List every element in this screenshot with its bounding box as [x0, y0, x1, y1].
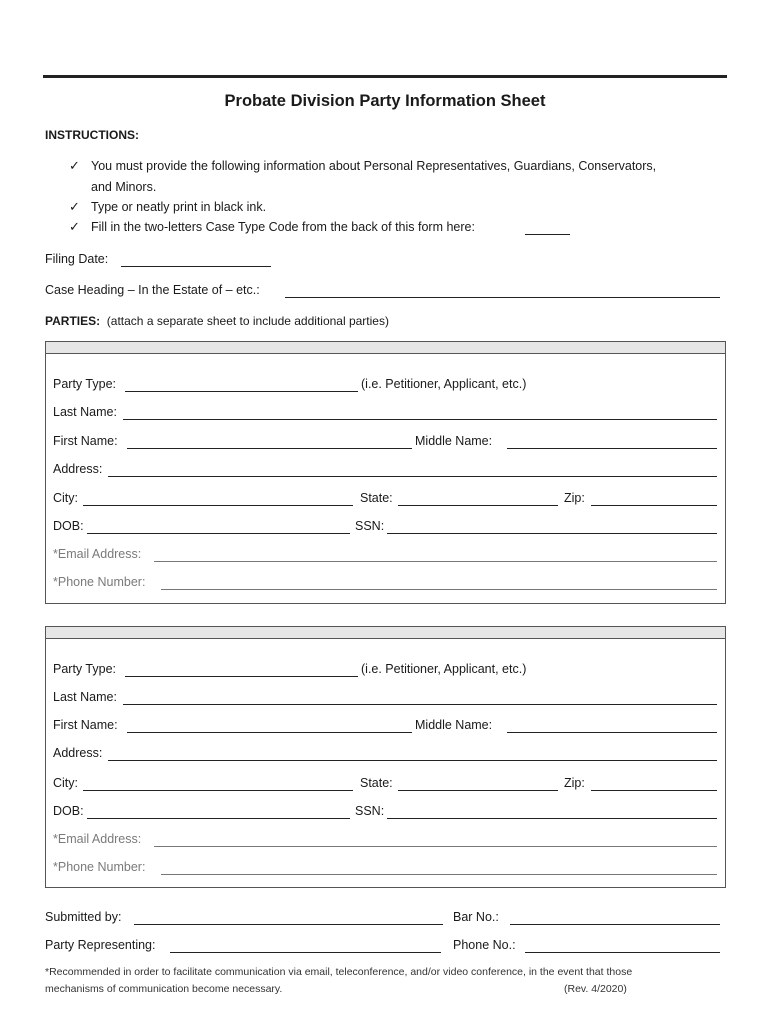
address-label: Address:	[53, 462, 103, 476]
instruction-3: Fill in the two-letters Case Type Code from the back of this form here:	[91, 220, 475, 234]
party-box-header-bar	[46, 342, 725, 354]
parties-line	[45, 314, 389, 328]
party-type-hint: (i.e. Petitioner, Applicant, etc.)	[361, 377, 527, 391]
city-field[interactable]	[83, 505, 353, 506]
first-name-label: First Name:	[53, 718, 118, 732]
email-label: *Email Address:	[53, 832, 142, 846]
submitted-by-field[interactable]	[134, 924, 443, 925]
last-name-label: Last Name:	[53, 690, 117, 704]
dob-label: DOB:	[53, 804, 84, 818]
city-label: City:	[53, 491, 78, 505]
middle-name-label: Middle Name:	[415, 434, 493, 448]
email-field[interactable]	[154, 561, 717, 562]
party-type-label: Party Type:	[53, 662, 116, 676]
parties-label: PARTIES:	[45, 314, 101, 328]
phone-no-label: Phone No.:	[453, 938, 516, 952]
middle-name-field[interactable]	[507, 448, 717, 449]
state-field[interactable]	[398, 505, 558, 506]
email-label: *Email Address:	[53, 547, 142, 561]
parties-note: (attach a separate sheet to include additional parties)	[106, 314, 389, 328]
check-icon: ✓	[69, 199, 80, 214]
first-name-label: First Name:	[53, 434, 118, 448]
case-heading-field[interactable]	[285, 297, 720, 298]
dob-field[interactable]	[87, 818, 350, 819]
dob-field[interactable]	[87, 533, 350, 534]
zip-field[interactable]	[591, 790, 717, 791]
last-name-field[interactable]	[123, 704, 717, 705]
footnote-line-2: mechanisms of communication become necessary.	[45, 983, 283, 995]
party-box-header-bar	[46, 627, 725, 639]
revision-label: (Rev. 4/2020)	[564, 983, 627, 995]
email-field[interactable]	[154, 846, 717, 847]
dob-label: DOB:	[53, 519, 84, 533]
instruction-2: Type or neatly print in black ink.	[91, 200, 267, 214]
state-field[interactable]	[398, 790, 558, 791]
instruction-1-cont: and Minors.	[91, 180, 157, 194]
party-type-field[interactable]	[125, 391, 358, 392]
party-representing-label: Party Representing:	[45, 938, 156, 952]
bar-no-field[interactable]	[510, 924, 720, 925]
city-label: City:	[53, 776, 78, 790]
zip-label: Zip:	[564, 491, 585, 505]
check-icon: ✓	[69, 158, 80, 173]
bar-no-label: Bar No.:	[453, 910, 499, 924]
zip-label: Zip:	[564, 776, 585, 790]
party-type-field[interactable]	[125, 676, 358, 677]
form-title: Probate Division Party Information Sheet	[224, 92, 546, 110]
party-type-label: Party Type:	[53, 377, 116, 391]
zip-field[interactable]	[591, 505, 717, 506]
first-name-field[interactable]	[127, 732, 412, 733]
state-label: State:	[360, 491, 393, 505]
instructions-heading: INSTRUCTIONS:	[45, 128, 139, 142]
top-rule	[43, 75, 727, 78]
phone-label: *Phone Number:	[53, 860, 146, 874]
address-field[interactable]	[108, 760, 717, 761]
phone-no-field[interactable]	[525, 952, 720, 953]
party-representing-field[interactable]	[170, 952, 441, 953]
case-heading-label: Case Heading – In the Estate of – etc.:	[45, 283, 260, 297]
phone-field[interactable]	[161, 589, 717, 590]
ssn-label: SSN:	[355, 804, 385, 818]
phone-field[interactable]	[161, 874, 717, 875]
middle-name-field[interactable]	[507, 732, 717, 733]
city-field[interactable]	[83, 790, 353, 791]
state-label: State:	[360, 776, 393, 790]
address-field[interactable]	[108, 476, 717, 477]
submitted-by-label: Submitted by:	[45, 910, 122, 924]
first-name-field[interactable]	[127, 448, 412, 449]
footnote-line-1: *Recommended in order to facilitate communication via email, teleconference, and/or video conference, in the event that those	[45, 966, 633, 978]
instruction-1: You must provide the following information about Personal Representatives, Guardians, Conservators,	[91, 159, 657, 173]
check-icon: ✓	[69, 219, 80, 234]
ssn-field[interactable]	[387, 818, 717, 819]
ssn-label: SSN:	[355, 519, 385, 533]
filing-date-label: Filing Date:	[45, 252, 109, 266]
phone-label: *Phone Number:	[53, 575, 146, 589]
address-label: Address:	[53, 746, 103, 760]
last-name-label: Last Name:	[53, 405, 117, 419]
party-type-hint: (i.e. Petitioner, Applicant, etc.)	[361, 662, 527, 676]
case-type-code-field[interactable]	[525, 234, 570, 235]
last-name-field[interactable]	[123, 419, 717, 420]
ssn-field[interactable]	[387, 533, 717, 534]
middle-name-label: Middle Name:	[415, 718, 493, 732]
filing-date-field[interactable]	[121, 266, 271, 267]
